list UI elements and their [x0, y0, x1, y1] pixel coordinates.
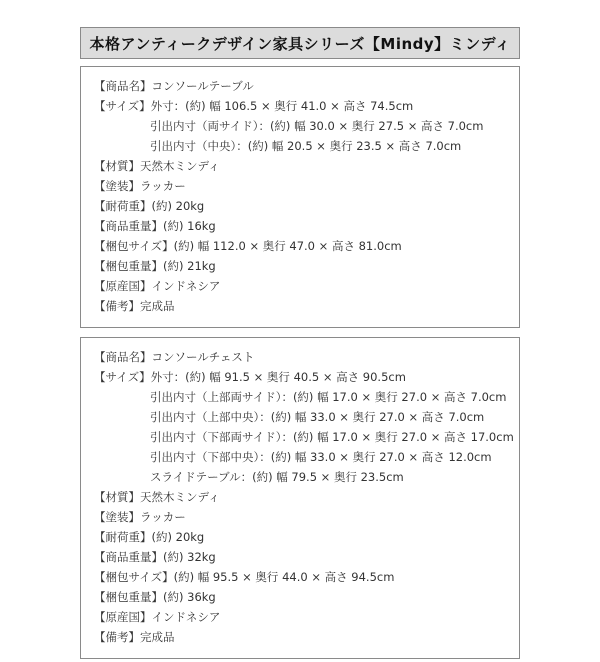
package-size: 【梱包サイズ】(約) 幅 95.5 × 奥行 44.0 × 高さ 94.5cm [94, 570, 395, 584]
finish: 【塗装】ラッカー [94, 179, 186, 193]
size-drawer-center: 引出内寸（中央）：(約) 幅 20.5 × 奥行 23.5 × 高さ 7.0cm [150, 139, 462, 153]
spec-box-console-table [80, 66, 520, 328]
finish: 【塗装】ラッカー [94, 510, 186, 524]
size-drawer-lower-sides: 引出内寸（下部両サイド）：(約) 幅 17.0 × 奥行 27.0 × 高さ 17.0cm [150, 430, 514, 444]
size-outer: 【サイズ】外寸：(約) 幅 106.5 × 奥行 41.0 × 高さ 74.5cm [94, 99, 414, 113]
product-weight: 【商品重量】(約) 32kg [94, 550, 216, 564]
size-drawer-upper-center: 引出内寸（上部中央）：(約) 幅 33.0 × 奥行 27.0 × 高さ 7.0cm [150, 410, 485, 424]
country-of-origin: 【原産国】インドネシア [94, 610, 221, 624]
size-drawer-sides: 引出内寸（両サイド）：(約) 幅 30.0 × 奥行 27.5 × 高さ 7.0cm [150, 119, 484, 133]
note: 【備考】完成品 [94, 630, 175, 644]
product-name: 【商品名】コンソールテーブル [94, 79, 254, 93]
product-weight: 【商品重量】(約) 16kg [94, 219, 216, 233]
country-of-origin: 【原産国】インドネシア [94, 279, 221, 293]
package-weight: 【梱包重量】(約) 21kg [94, 259, 216, 273]
load-capacity: 【耐荷重】(約) 20kg [94, 199, 205, 213]
size-slide-table: スライドテーブル：(約) 幅 79.5 × 奥行 23.5cm [150, 470, 404, 484]
page-title: 本格アンティークデザイン家具シリーズ【Mindy】ミンディ [80, 27, 520, 59]
package-weight: 【梱包重量】(約) 36kg [94, 590, 216, 604]
product-name: 【商品名】コンソールチェスト [94, 350, 255, 364]
size-drawer-lower-center: 引出内寸（下部中央）：(約) 幅 33.0 × 奥行 27.0 × 高さ 12.0cm [150, 450, 492, 464]
note: 【備考】完成品 [94, 299, 175, 313]
spec-box-console-chest [80, 337, 520, 659]
size-drawer-upper-sides: 引出内寸（上部両サイド）：(約) 幅 17.0 × 奥行 27.0 × 高さ 7.0cm [150, 390, 507, 404]
size-outer: 【サイズ】外寸：(約) 幅 91.5 × 奥行 40.5 × 高さ 90.5cm [94, 370, 406, 384]
package-size: 【梱包サイズ】(約) 幅 112.0 × 奥行 47.0 × 高さ 81.0cm [94, 239, 402, 253]
material: 【材質】天然木ミンディ [94, 159, 220, 173]
load-capacity: 【耐荷重】(約) 20kg [94, 530, 205, 544]
material: 【材質】天然木ミンディ [94, 490, 220, 504]
